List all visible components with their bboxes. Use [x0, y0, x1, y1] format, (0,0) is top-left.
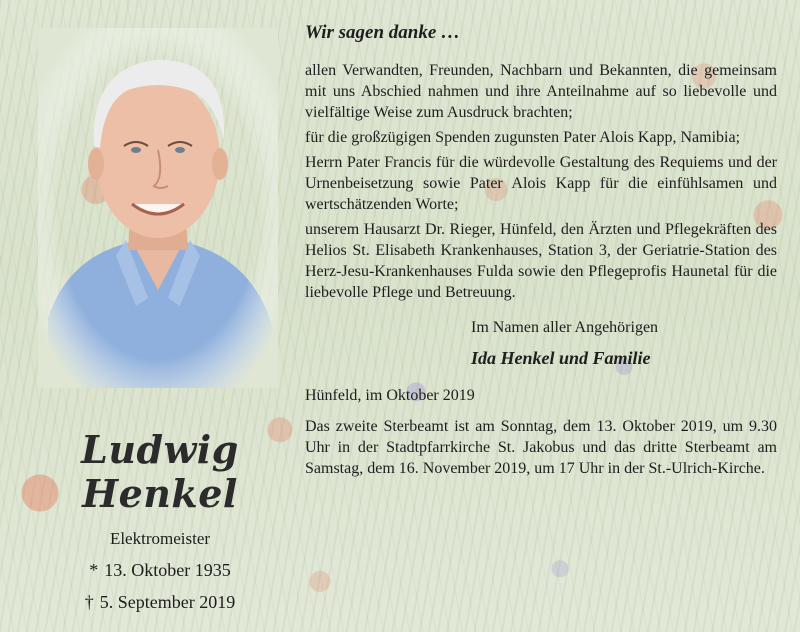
signoff-line: Im Namen aller Angehörigen — [471, 319, 659, 336]
first-name: Ludwig — [81, 427, 239, 472]
thanks-paragraph: allen Verwandten, Freunden, Nachbarn und Bekannten, die gemeinsam mit uns Abschied nahmen und ihre Anteilnahme auf so liebevolle und vielfältige Weise zum Ausdruck brachten; — [305, 62, 777, 121]
signoff-family: Ida Henkel und Familie — [471, 348, 651, 368]
signoff — [305, 317, 777, 369]
birth-date: 13. Oktober 1935 — [104, 560, 231, 580]
death-symbol: † — [84, 592, 94, 612]
thanks-paragraph: für die großzügigen Spenden zugunsten Pater Alois Kapp, Namibia; — [305, 129, 741, 146]
thanks-paragraph: unserem Hausarzt Dr. Rieger, Hünfeld, den Ärzten und Pflegekräften des Helios St. Elisabeth Krankenhauses, Station 3, der Geriatrie-Station des Herz-Jesu-Krankenhauses Fulda sowie den Pflegeprofis Haunetal für die liebevolle Pflege und Betreuung. — [305, 221, 777, 301]
birth-symbol: * — [89, 560, 99, 580]
death-line — [40, 586, 280, 618]
birth-line — [40, 554, 280, 586]
thanks-heading: Wir sagen danke … — [305, 22, 461, 43]
life-dates — [40, 554, 280, 618]
thanks-paragraph: Herrn Pater Francis für die würdevolle Gestaltung des Requiems und der Urnenbeisetzung sowie Pater Alois Kapp für die einfühlsamen und wertschätzenden Worte; — [305, 154, 777, 213]
thanks-text-block — [305, 20, 777, 479]
person-block — [40, 428, 280, 618]
occupation: Elektromeister — [109, 529, 211, 548]
portrait-photo — [38, 28, 278, 388]
last-name: Henkel — [82, 471, 238, 516]
service-announcement: Das zweite Sterbeamt ist am Sonntag, dem 13. Oktober 2019, um 9.30 Uhr in der Stadtpfarrkirche St. Jakobus und das dritte Sterbeamt am Samstag, dem 16. November 2019, um 17 Uhr in der St.-Ulrich-Kirche. — [305, 418, 777, 477]
place-date: Hünfeld, im Oktober 2019 — [305, 387, 475, 404]
death-date: 5. September 2019 — [99, 592, 236, 612]
